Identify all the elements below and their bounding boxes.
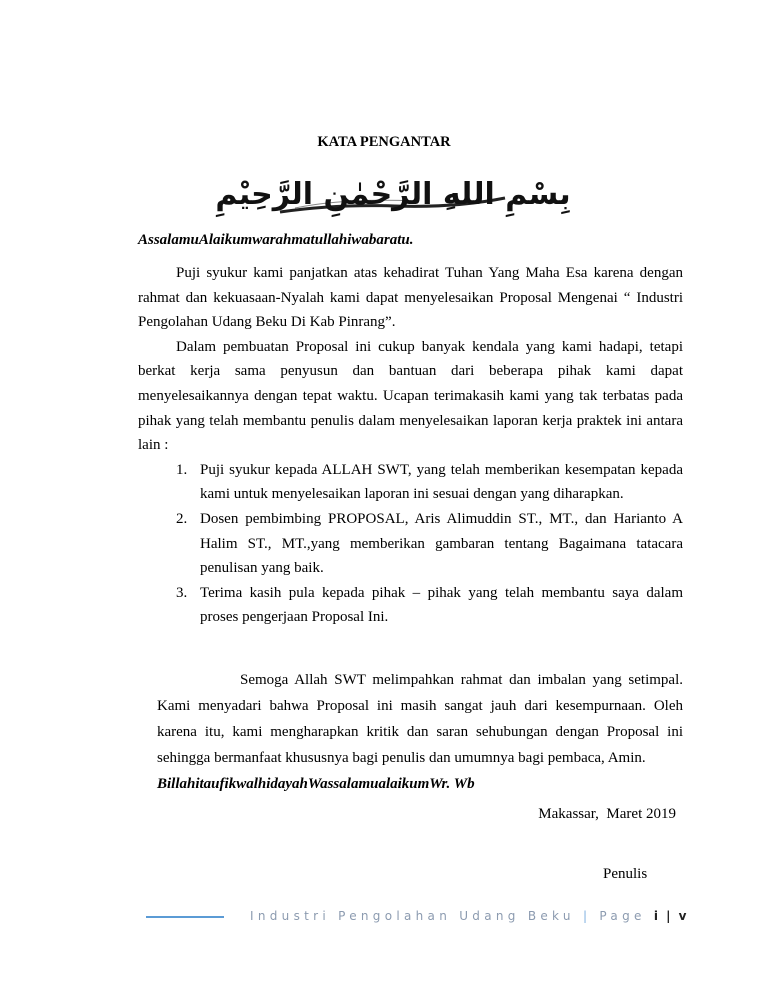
list-item: [138, 581, 683, 630]
place-date: Makassar, Maret 2019: [538, 806, 676, 822]
list-item: [138, 458, 683, 507]
closing-block: [157, 667, 683, 797]
list-text: Dosen pembimbing PROPOSAL, Aris Alimuddin ST., MT., dan Harianto A Halim ST., MT.,yang memberikan gambaran tentang Bagaimana tatacara penulisan yang baik.: [200, 510, 683, 577]
greeting: AssalamuAlaikumwarahmatullahiwabaratu.: [138, 232, 414, 248]
footer-page-number: i | v: [653, 909, 689, 923]
list-text: Puji syukur kepada ALLAH SWT, yang telah memberikan kesempatan kepada kami untuk menyelesaikan laporan ini sesuai dengan yang diharapkan.: [200, 461, 683, 503]
thanks-list: [138, 458, 683, 630]
list-text: Terima kasih pula kepada pihak – pihak yang telah membantu saya dalam proses pengerjaan Proposal Ini.: [200, 584, 683, 626]
basmalah-text: بِسْمِ اللهِ الرَّحْمٰنِ الرَّحِيْمِ: [215, 177, 571, 212]
footer-title: Industri Pengolahan Udang Beku: [250, 909, 575, 923]
page-footer: [250, 909, 689, 923]
footer-divider: [146, 916, 224, 918]
list-number: 3.: [176, 584, 188, 601]
page-title: KATA PENGANTAR: [317, 134, 451, 150]
closing-paragraph: Semoga Allah SWT melimpahkan rahmat dan imbalan yang setimpal. Kami menyadari bahwa Proposal ini masih sangat jauh dari kesempurnaan. Oleh karena itu, kami mengharapkan kritik dan saran sehubungan dengan Proposal ini sehingga bermanfaat khususnya bagi penulis dan umumnya bagi pembaca, Amin.: [157, 672, 683, 766]
list-item: [138, 507, 683, 581]
list-number: 2.: [176, 510, 188, 527]
footer-separator: |: [582, 909, 592, 923]
author: Penulis: [603, 866, 648, 882]
closing-salam: BillahitaufikwalhidayahWassalamualaikumWr. Wb: [157, 776, 475, 792]
paragraph: Dalam pembuatan Proposal ini cukup banyak kendala yang kami hadapi, tetapi berkat kerja sama penyusun dan bantuan dari beberapa pihak kami dapat menyelesaikannya dengan tepat waktu. Ucapan terimakasih kami yang tak terbatas pada pihak yang telah membantu penulis dalam menyelesaikan laporan kerja praktek ini antara lain :: [138, 338, 683, 454]
basmalah-calligraphy: [215, 168, 571, 216]
paragraph: Puji syukur kami panjatkan atas kehadirat Tuhan Yang Maha Esa karena dengan rahmat dan kekuasaan-Nyalah kami dapat menyelesaikan Proposal Mengenai “ Industri Pengolahan Udang Beku Di Kab Pinrang”.: [138, 265, 683, 331]
body-text: [138, 261, 683, 630]
footer-page-label: Page: [599, 909, 646, 923]
list-number: 1.: [176, 461, 188, 478]
